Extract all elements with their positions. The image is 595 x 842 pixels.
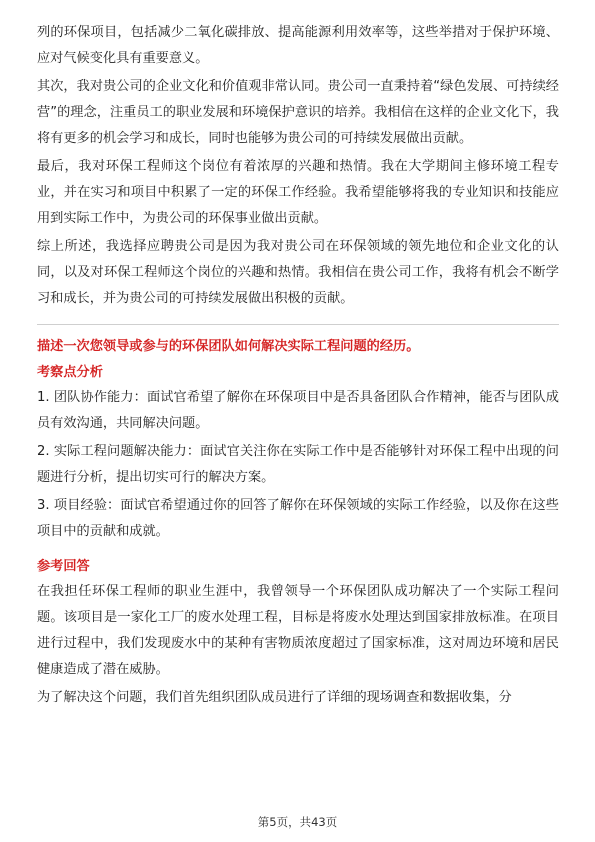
intro-paragraph-4: 综上所述，我选择应聘贵公司是因为我对贵公司在环保领域的领先地位和企业文化的认同，以及对环保工程师这个岗位的兴趣和热情。我相信在贵公司工作，我将有机会不断学习和成长，并为贵公司的可持续发展做出积极的贡献。 xyxy=(37,239,559,306)
intro-paragraph-2: 其次，我对贵公司的企业文化和价值观非常认同。贵公司一直秉持着“绿色发展、可持续经营”的理念，注重员工的职业发展和环境保护意识的培养。我相信在这样的企业文化下，我将有更多的机会学习和成长，同时也能够为贵公司的可持续发展做出贡献。 xyxy=(37,79,559,146)
answer-paragraph-1: 在我担任环保工程师的职业生涯中，我曾领导一个环保团队成功解决了一个实际工程问题。该项目是一家化工厂的废水处理工程，目标是将废水处理达到国家排放标准。在项目进行过程中，我们发现废水中的某种有害物质浓度超过了国家标准，这对周边环境和居民健康造成了潜在威胁。 xyxy=(37,584,559,677)
answer-paragraph-2: 为了解决这个问题，我们首先组织团队成员进行了详细的现场调查和数据收集，分 xyxy=(37,690,512,705)
page-number: 第5页，共43页 xyxy=(257,815,338,829)
answer-heading: 参考回答 xyxy=(37,559,90,574)
document-body xyxy=(37,20,559,713)
interview-question: 描述一次您领导或参与的环保团队如何解决实际工程问题的经历。 xyxy=(37,339,420,354)
analysis-heading: 考察点分析 xyxy=(37,365,103,380)
analysis-item-3: 3. 项目经验：面试官希望通过你的回答了解你在环保领域的实际工作经验，以及你在这些项目中的贡献和成就。 xyxy=(37,498,559,539)
intro-paragraph-3: 最后，我对环保工程师这个岗位有着浓厚的兴趣和热情。我在大学期间主修环境工程专业，并在实习和项目中积累了一定的环保工作经验。我希望能够将我的专业知识和技能应用到实际工作中，为贵公司的环保事业做出贡献。 xyxy=(37,159,559,226)
analysis-item-1: 1. 团队协作能力：面试官希望了解你在环保项目中是否具备团队合作精神，能否与团队成员有效沟通，共同解决问题。 xyxy=(37,390,559,431)
section-divider xyxy=(37,324,559,325)
intro-paragraph-1: 列的环保项目，包括减少二氧化碳排放、提高能源利用效率等，这些举措对于保护环境、应对气候变化具有重要意义。 xyxy=(37,25,559,66)
analysis-item-2: 2. 实际工程问题解决能力：面试官关注你在实际工作中是否能够针对环保工程中出现的问题进行分析，提出切实可行的解决方案。 xyxy=(37,444,559,485)
